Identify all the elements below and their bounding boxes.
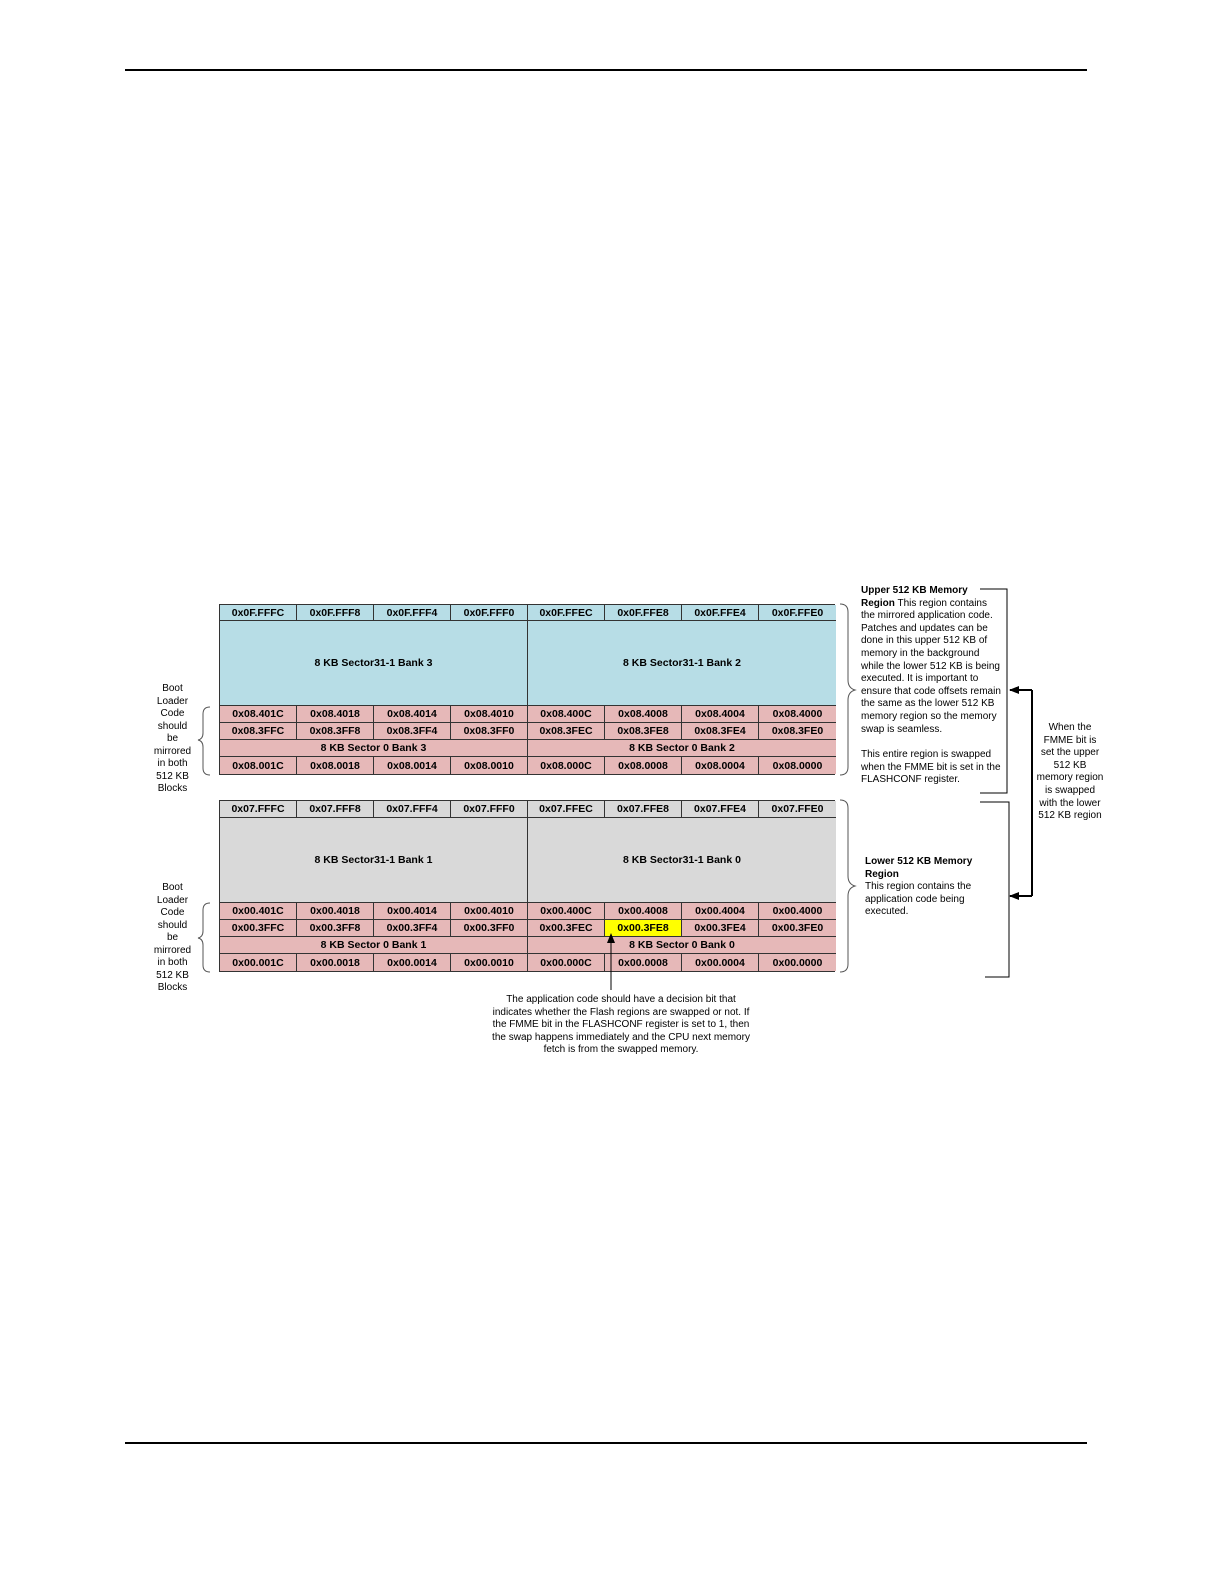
address-cell: 0x00.4008 <box>605 903 682 920</box>
address-cell: 0x08.000C <box>528 757 605 774</box>
address-cell: 0x07.FFE4 <box>682 801 759 818</box>
address-cell: 0x00.3FE4 <box>682 920 759 937</box>
address-cell: 0x08.3FE4 <box>682 723 759 740</box>
bottom-rule <box>125 1442 1087 1444</box>
address-cell: 0x00.0008 <box>605 954 682 971</box>
address-cell: 0x08.001C <box>220 757 297 774</box>
address-cell: 0x00.4010 <box>451 903 528 920</box>
address-cell: 0x00.0018 <box>297 954 374 971</box>
address-cell: 0x08.4018 <box>297 706 374 723</box>
address-cell: 0x00.3FEC <box>528 920 605 937</box>
address-cell: 0x00.3FF8 <box>297 920 374 937</box>
lower-region-brace-icon <box>840 800 855 972</box>
address-cell: 0x08.0004 <box>682 757 759 774</box>
address-cell: 0x07.FFF4 <box>374 801 451 818</box>
address-cell: 0x00.3FE0 <box>759 920 836 937</box>
address-cell: 0x08.3FFC <box>220 723 297 740</box>
address-cell: 0x08.0014 <box>374 757 451 774</box>
boot-brace-upper-icon <box>198 707 210 775</box>
address-cell: 0x07.FFF8 <box>297 801 374 818</box>
address-cell: 0x0F.FFF4 <box>374 605 451 621</box>
address-cell: 0x08.0008 <box>605 757 682 774</box>
upper-region-body: This region contains the mirrored application code. Patches and updates can be done in this upper 512 KB of memory in the background while the lower 512 KB is being executed. It is important to ensure that code offsets remain the same as the lower 512 KB memory region so the memory swap is seamless. <box>861 597 1001 735</box>
address-cell: 0x00.4000 <box>759 903 836 920</box>
address-cell: 0x00.3FFC <box>220 920 297 937</box>
lower-region-title: Lower 512 KB Memory Region <box>865 856 973 880</box>
sector-bank2: 8 KB Sector31-1 Bank 2 <box>528 621 836 706</box>
address-cell: 0x0F.FFF8 <box>297 605 374 621</box>
boot-loader-label-upper: Boot Loader Code should be mirrored in both 512 KB Blocks <box>153 683 192 794</box>
address-cell: 0x08.3FF4 <box>374 723 451 740</box>
address-cell: 0x08.3FE0 <box>759 723 836 740</box>
address-cell: 0x08.4014 <box>374 706 451 723</box>
address-cell: 0x00.3FF4 <box>374 920 451 937</box>
address-cell: 0x08.0000 <box>759 757 836 774</box>
upper-note-bracket <box>980 589 1007 793</box>
address-cell: 0x00.0010 <box>451 954 528 971</box>
address-cell: 0x08.400C <box>528 706 605 723</box>
address-cell: 0x0F.FFF0 <box>451 605 528 621</box>
address-cell: 0x00.400C <box>528 903 605 920</box>
address-cell: 0x08.3FF0 <box>451 723 528 740</box>
address-cell: 0x00.000C <box>528 954 605 971</box>
address-cell: 0x0F.FFE4 <box>682 605 759 621</box>
application-decision-note: The application code should have a decision bit that indicates whether the Flash regions are swapped or not. If the FMME bit in the FLASHCONF register is set to 1, then the swap happens immediately and the CPU next memory fetch is from the swapped memory. <box>492 994 750 1056</box>
address-cell: 0x08.4000 <box>759 706 836 723</box>
address-cell: 0x0F.FFE0 <box>759 605 836 621</box>
lower-region-body: This region contains the application code being executed. <box>865 881 972 918</box>
lower-region-bracket <box>980 802 1009 977</box>
upper-region-swap-text: This entire region is swapped when the FMME bit is set in the FLASHCONF register. <box>861 749 1001 786</box>
address-cell: 0x07.FFE0 <box>759 801 836 818</box>
address-cell: 0x00.001C <box>220 954 297 971</box>
boot-loader-label-lower: Boot Loader Code should be mirrored in both 512 KB Blocks <box>153 882 192 993</box>
address-cell: 0x08.401C <box>220 706 297 723</box>
sector-bank0: 8 KB Sector31-1 Bank 0 <box>528 818 836 903</box>
address-cell: 0x07.FFFC <box>220 801 297 818</box>
address-cell: 0x00.4014 <box>374 903 451 920</box>
address-cell: 0x0F.FFEC <box>528 605 605 621</box>
address-cell: 0x00.3FF0 <box>451 920 528 937</box>
address-cell: 0x08.4010 <box>451 706 528 723</box>
address-cell: 0x08.3FE8 <box>605 723 682 740</box>
address-cell: 0x08.4008 <box>605 706 682 723</box>
upper-region-title: Upper 512 KB Memory Region <box>861 585 968 609</box>
upper-region-brace-icon <box>840 604 855 775</box>
address-cell: 0x08.3FEC <box>528 723 605 740</box>
sector0-bank0: 8 KB Sector 0 Bank 0 <box>528 937 836 954</box>
decision-bit-address-cell: 0x00.3FE8 <box>605 920 682 937</box>
address-cell: 0x0F.FFE8 <box>605 605 682 621</box>
sector0-bank3: 8 KB Sector 0 Bank 3 <box>220 740 528 757</box>
address-cell: 0x00.0000 <box>759 954 836 971</box>
address-cell: 0x00.4004 <box>682 903 759 920</box>
address-cell: 0x07.FFE8 <box>605 801 682 818</box>
address-cell: 0x0F.FFFC <box>220 605 297 621</box>
sector-bank3: 8 KB Sector31-1 Bank 3 <box>220 621 528 706</box>
swap-note: When the FMME bit is set the upper 512 KB memory region is swapped with the lower 512 KB region <box>1036 722 1104 822</box>
address-cell: 0x00.4018 <box>297 903 374 920</box>
sector0-bank1: 8 KB Sector 0 Bank 1 <box>220 937 528 954</box>
address-cell: 0x00.0004 <box>682 954 759 971</box>
address-cell: 0x00.401C <box>220 903 297 920</box>
address-cell: 0x07.FFEC <box>528 801 605 818</box>
sector0-bank2: 8 KB Sector 0 Bank 2 <box>528 740 836 757</box>
address-cell: 0x08.0010 <box>451 757 528 774</box>
address-cell: 0x08.4004 <box>682 706 759 723</box>
boot-brace-lower-icon <box>198 903 210 972</box>
sector-bank1: 8 KB Sector31-1 Bank 1 <box>220 818 528 903</box>
address-cell: 0x07.FFF0 <box>451 801 528 818</box>
address-cell: 0x08.3FF8 <box>297 723 374 740</box>
address-cell: 0x00.0014 <box>374 954 451 971</box>
address-cell: 0x08.0018 <box>297 757 374 774</box>
